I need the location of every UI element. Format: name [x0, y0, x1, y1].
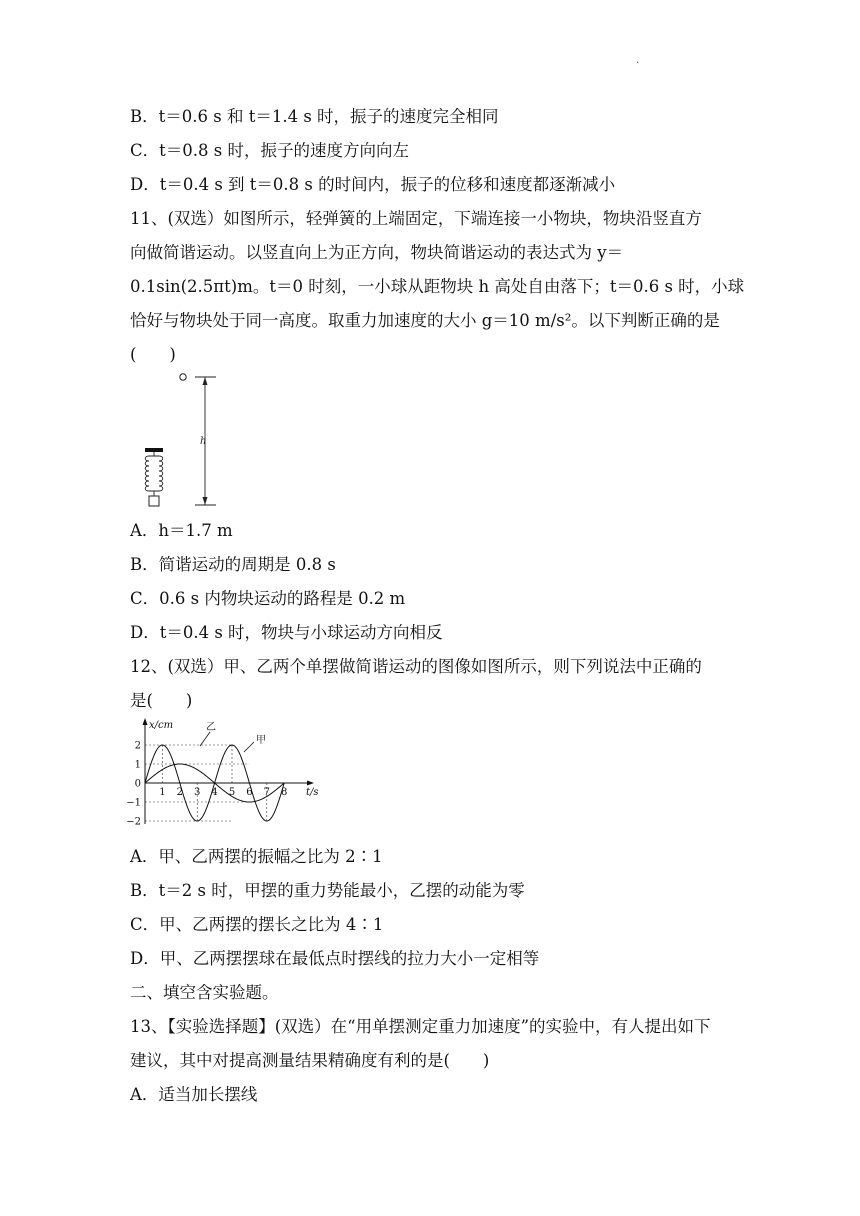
q12-option-d: D．甲、乙两摆摆球在最低点时摆线的拉力大小一定相等: [130, 949, 540, 968]
falling-ball: [180, 374, 186, 380]
q11-option-d: D．t＝0.4 s 时，物块与小球运动方向相反: [130, 623, 443, 642]
q10-option-c: C．t＝0.8 s 时，振子的速度方向向左: [130, 141, 409, 160]
x-axis-label: t/s: [306, 787, 319, 798]
x-axis-arrow: [307, 781, 314, 786]
q11-option-c: C．0.6 s 内物块运动的路程是 0.2 m: [130, 589, 406, 608]
x-tick-label: 5: [228, 787, 236, 798]
q11-option-b: B．简谐运动的周期是 0.8 s: [130, 555, 336, 574]
q12-option-c: C．甲、乙两摆的摆长之比为 4∶1: [130, 915, 384, 934]
y-tick-label: 0: [134, 778, 141, 790]
series-yi-label: 乙: [206, 722, 216, 733]
y-tick-label: 1: [134, 759, 141, 771]
x-tick-label: 4: [211, 787, 218, 798]
corner-mark: ·: [636, 58, 640, 69]
series-jia-pointer: [244, 742, 254, 752]
q11-stem-line-4: 恰好与物块处于同一高度。取重力加速度的大小 g＝10 m/s²。以下判断正确的是: [130, 311, 720, 330]
series-jia-label: 甲: [256, 735, 266, 746]
oscillation-graph: [126, 716, 326, 834]
block: [149, 496, 159, 506]
x-tick-label: 7: [263, 787, 270, 798]
q10-option-b: B．t＝0.6 s 和 t＝1.4 s 时，振子的速度完全相同: [130, 107, 499, 126]
section-heading: 二、填空含实验题。: [130, 983, 279, 1002]
q13-stem-line-1: 13、【实验选择题】(双选）在“用单摆测定重力加速度”的实验中，有人提出如下: [130, 1017, 711, 1036]
y-tick-label: −1: [126, 797, 141, 809]
q12-option-a: A．甲、乙两摆的振幅之比为 2∶1: [130, 847, 383, 866]
q10-option-d: D．t＝0.4 s 到 t＝0.8 s 的时间内，振子的位移和速度都逐渐减小: [130, 175, 616, 194]
q13-option-a: A．适当加长摆线: [130, 1085, 258, 1104]
q11-stem-line-2: 向做简谐运动。以竖直向上为正方向，物块简谐运动的表达式为 y＝: [130, 243, 624, 262]
q11-stem-line-3: 0.1sin(2.5πt)m。t＝0 时刻，一小球从距物块 h 高处自由落下；t＝0.6 s 时，小球: [130, 277, 745, 296]
q12-stem-line-2: 是( ): [130, 691, 193, 710]
x-tick-label: 3: [194, 787, 201, 798]
x-tick-label: 6: [246, 787, 253, 798]
q12-stem-line-1: 12、(双选）甲、乙两个单摆做简谐运动的图像如图所示，则下列说法中正确的: [130, 657, 702, 676]
spring-coil: [145, 452, 163, 496]
x-tick-label: 8: [281, 787, 288, 798]
y-axis-arrow: [143, 718, 148, 725]
q13-stem-line-2: 建议，其中对提高测量结果精确度有利的是( ): [130, 1051, 490, 1070]
y-tick-label: 2: [134, 740, 141, 752]
series-yi-pointer: [200, 732, 210, 746]
q11-answer-bracket: ( ): [130, 345, 176, 364]
y-axis-label: x/cm: [149, 720, 174, 731]
q11-option-a: A．h＝1.7 m: [130, 521, 233, 540]
x-tick-label: 2: [176, 787, 183, 798]
spring-figure: [140, 368, 230, 510]
spring-support: [145, 448, 163, 452]
q11-stem-line-1: 11、(双选）如图所示，轻弹簧的上端固定，下端连接一小物块，物块沿竖直方: [130, 209, 702, 228]
q12-option-b: B．t＝2 s 时，甲摆的重力势能最小，乙摆的动能为零: [130, 881, 525, 900]
x-tick-label: 1: [159, 787, 166, 798]
h-label: h: [200, 436, 207, 447]
y-tick-label: −2: [126, 816, 141, 828]
